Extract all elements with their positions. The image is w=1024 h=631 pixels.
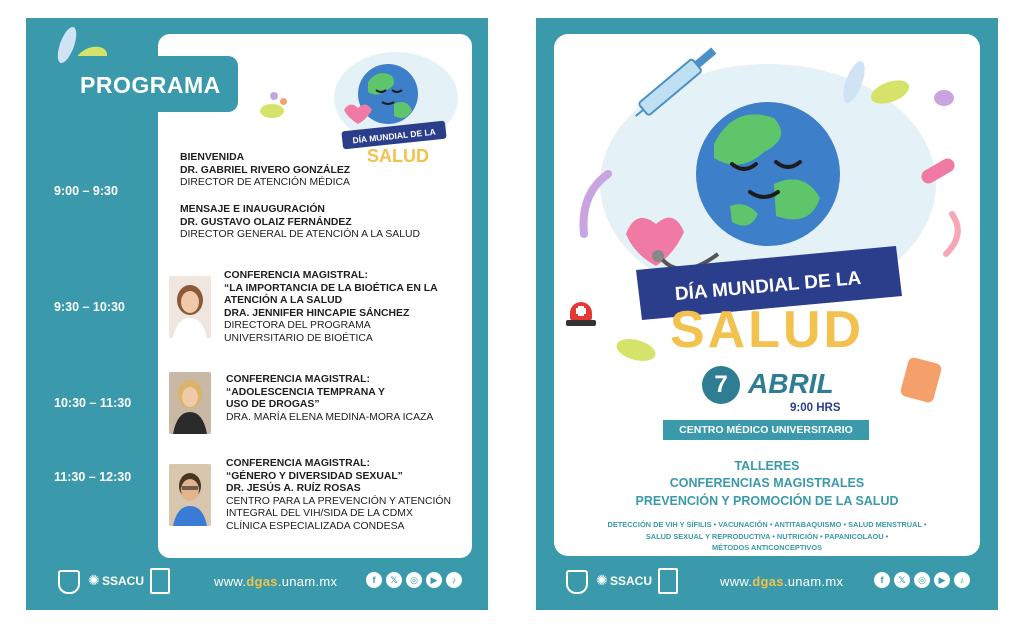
speaker-photo	[169, 276, 211, 338]
website-link[interactable]	[214, 574, 337, 589]
x-icon[interactable]: 𝕏	[894, 572, 910, 588]
dots-decoration	[280, 98, 287, 105]
inauguration-title: MENSAJE E INAUGURACIÓN	[180, 204, 325, 215]
instagram-icon[interactable]: ◎	[406, 572, 422, 588]
ssacu-label: SSACU	[610, 574, 653, 588]
url-brand: dgas	[246, 574, 278, 589]
welcome-role: DIRECTOR DE ATENCIÓN MÉDICA	[180, 177, 350, 188]
dgas-logo	[150, 568, 170, 594]
conference-title: “LA IMPORTANCIA DE LA BIOÉTICA EN LA	[224, 282, 438, 294]
tiktok-icon[interactable]: ♪	[446, 572, 462, 588]
youtube-icon[interactable]: ▶	[934, 572, 950, 588]
poster-footer	[26, 564, 488, 600]
day-badge: 7	[702, 366, 740, 404]
session-4-details	[226, 458, 451, 533]
speaker-role: CLÍNICA ESPECIALIZADA CONDESA	[226, 520, 405, 532]
activity-workshops: TALLERES	[734, 459, 800, 473]
unam-shield-icon	[566, 570, 588, 594]
inauguration-speaker: DR. GUSTAVO OLAIZ FERNÁNDEZ	[180, 216, 352, 228]
welcome-speaker: DR. GABRIEL RIVERO GONZÁLEZ	[180, 164, 351, 176]
health-day-logo	[324, 46, 464, 166]
title-line1: DÍA MUNDIAL DE LA	[674, 267, 863, 306]
speaker-role: CENTRO PARA LA PREVENCIÓN Y ATENCIÓN	[226, 495, 451, 507]
conference-label: CONFERENCIA MAGISTRAL:	[226, 458, 370, 469]
speaker-photo	[169, 464, 211, 526]
conference-label: CONFERENCIA MAGISTRAL:	[226, 374, 370, 385]
activity-conferences: CONFERENCIAS MAGISTRALES	[669, 476, 865, 490]
services-line-2: SALUD SEXUAL Y REPRODUCTIVA • NUTRICIÓN • PAPANICOLAOU •	[645, 532, 889, 541]
ssacu-label: SSACU	[102, 574, 145, 588]
conference-label: CONFERENCIA MAGISTRAL:	[224, 270, 368, 281]
activity-prevention: PREVENCIÓN Y PROMOCIÓN DE LA SALUD	[635, 494, 899, 508]
services-line-1: DETECCIÓN DE VIH Y SÍFILIS • VACUNACIÓN • ANTITABAQUISMO • SALUD MENSTRUAL •	[607, 520, 927, 529]
session-1-welcome	[180, 152, 350, 190]
session-4-time: 11:30 – 12:30	[54, 470, 132, 484]
session-1-inauguration	[180, 204, 420, 242]
event-date	[702, 366, 842, 406]
speaker-role: UNIVERSITARIO DE BIOÉTICA	[224, 332, 373, 344]
program-poster	[26, 18, 488, 610]
social-links	[366, 572, 462, 588]
logo-title-line2: SALUD	[367, 146, 429, 166]
facebook-icon[interactable]: f	[366, 572, 382, 588]
facebook-icon[interactable]: f	[874, 572, 890, 588]
logo-title-line1: DÍA MUNDIAL DE LA	[352, 126, 437, 146]
medicine-bottle-icon	[899, 356, 942, 403]
speaker-name: DRA. JENNIFER HINCAPIE SÁNCHEZ	[224, 307, 410, 319]
program-title: PROGRAMA	[80, 72, 221, 98]
program-badge	[66, 56, 238, 112]
event-card	[554, 34, 980, 556]
url-brand: dgas	[752, 574, 784, 589]
ssacu-star-icon: ✺	[88, 572, 100, 588]
url-suffix: .unam.mx	[277, 574, 338, 589]
unam-shield-icon	[58, 570, 80, 594]
tiktok-icon[interactable]: ♪	[954, 572, 970, 588]
session-3-details	[226, 374, 433, 424]
dots-decoration	[270, 92, 278, 100]
leaf-decoration	[260, 104, 284, 118]
url-suffix: .unam.mx	[783, 574, 844, 589]
services-line-3: MÉTODOS ANTICONCEPTIVOS	[711, 543, 823, 552]
speaker-name: DR. JESÚS A. RUÍZ ROSAS	[226, 483, 361, 494]
conference-title: “ADOLESCENCIA TEMPRANA Y	[226, 386, 385, 398]
instagram-icon[interactable]: ◎	[914, 572, 930, 588]
session-1-time: 9:00 – 9:30	[54, 184, 118, 198]
poster-footer	[536, 564, 998, 600]
url-prefix: www.	[720, 574, 753, 589]
youtube-icon[interactable]: ▶	[426, 572, 442, 588]
conference-title: “GÉNERO Y DIVERSIDAD SEXUAL”	[226, 470, 403, 482]
speaker-photo	[169, 372, 211, 434]
speaker-role: INTEGRAL DEL VIH/SIDA DE LA CDMX	[226, 508, 413, 519]
month-label: ABRIL	[748, 368, 834, 399]
welcome-title: BIENVENIDA	[180, 152, 245, 163]
event-poster	[536, 18, 998, 610]
inauguration-role: DIRECTOR GENERAL DE ATENCIÓN A LA SALUD	[180, 229, 421, 240]
conference-title: ATENCIÓN A LA SALUD	[224, 295, 343, 306]
social-links	[874, 572, 970, 588]
speaker-name: DRA. MARÍA ELENA MEDINA-MORA ICAZA	[226, 411, 434, 423]
x-icon[interactable]: 𝕏	[386, 572, 402, 588]
conference-title: USO DE DROGAS”	[226, 399, 320, 410]
url-prefix: www.	[214, 574, 247, 589]
session-2-details	[224, 270, 438, 345]
venue-label: CENTRO MÉDICO UNIVERSITARIO	[663, 420, 869, 440]
session-3-time: 10:30 – 11:30	[54, 396, 132, 410]
title-line2: SALUD	[669, 301, 865, 359]
session-2-time: 9:30 – 10:30	[54, 300, 125, 314]
speaker-role: DIRECTORA DEL PROGRAMA	[224, 320, 371, 331]
event-time: 9:00 HRS	[790, 402, 841, 414]
dgas-logo	[658, 568, 678, 594]
website-link[interactable]	[720, 574, 843, 589]
ssacu-star-icon: ✺	[596, 572, 608, 588]
